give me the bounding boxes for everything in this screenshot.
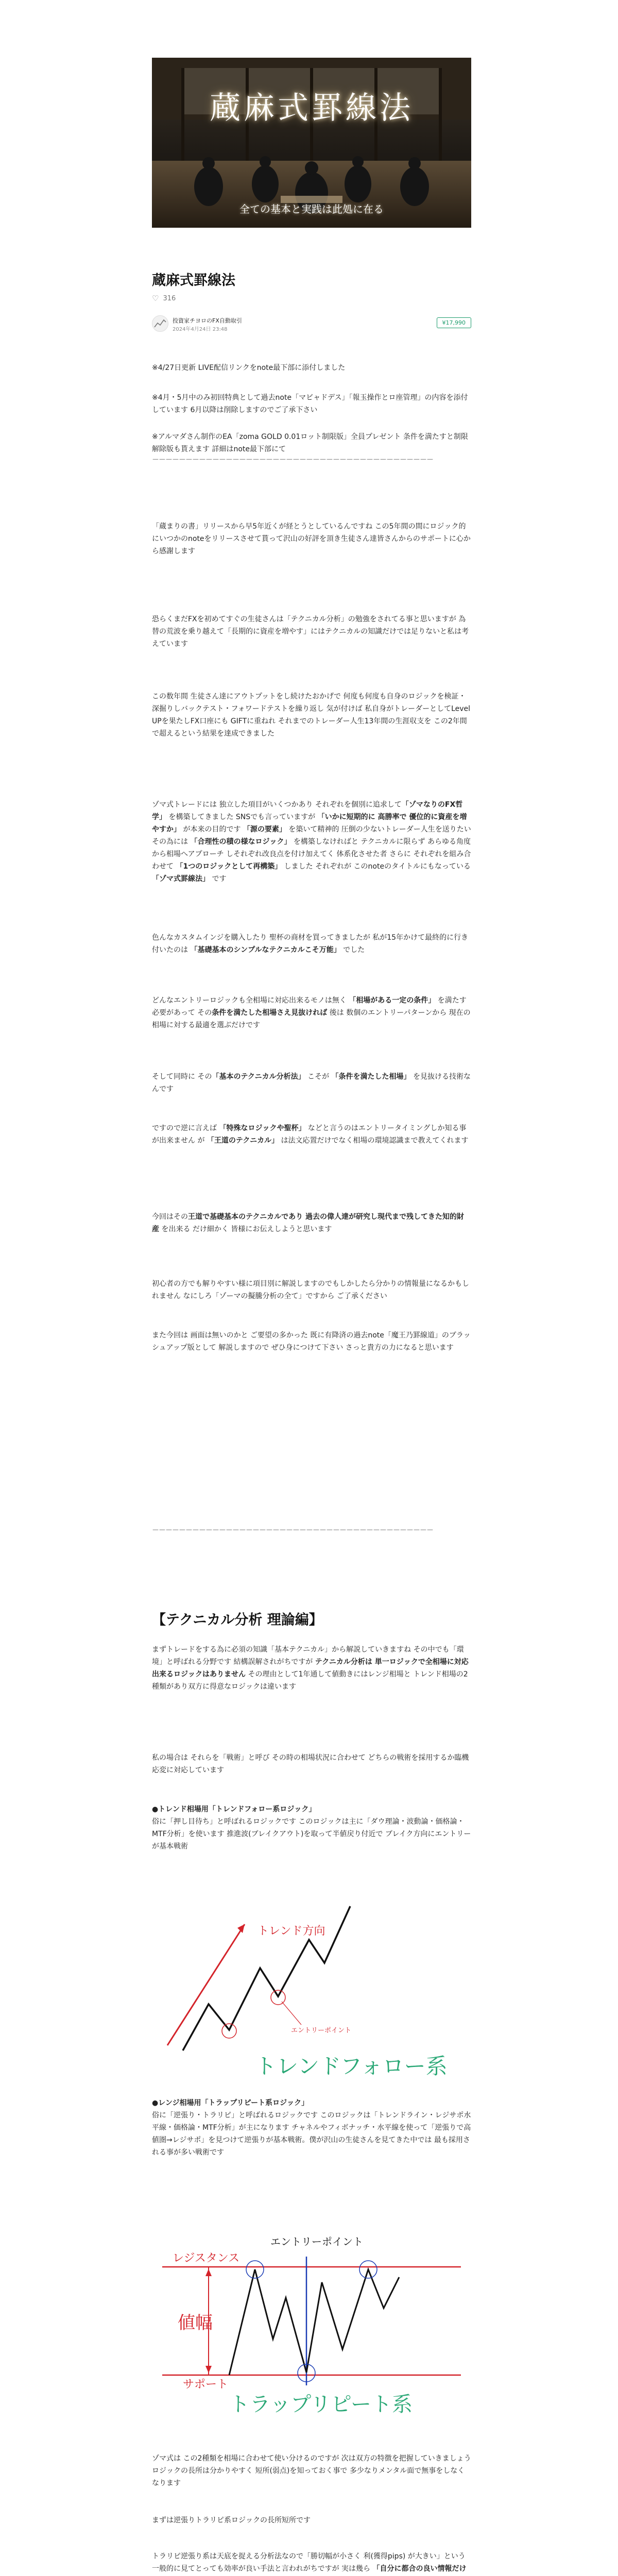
trend-follow-figure xyxy=(152,1896,471,2092)
paragraph: そして同時に その「基本のテクニカル分析法」 こそが 「条件を満たした相場」 を見抜ける技術なんです xyxy=(152,1073,471,1093)
paragraph: 「蔵まりの書」リリースから早5年近くが経とうとしているんですね この5年間の間にロジック的にいつかのnoteをリリースさせて貰って沢山の好評を頂き生徒さん達皆さんからのサポートに心から感謝します xyxy=(152,522,471,555)
trend-follow-diagram xyxy=(152,1896,471,2092)
paragraph: この数年間 生徒さん達にアウトプットをし続けたおかげで 何度も何度も自身のロジックを検証・深掘りしバックテスト・フォワードテストを繰り返し 気が付けば 私自身がトレーダーとしてLevel UPを果たしFX口座にも GIFTに重ねれ それまでのトレーダー人生13年間の生涯収支を この2年間で超えるという結果を達成できました xyxy=(152,692,471,738)
paragraph: 色んなカスタムインジを購入したり 聖杯の商材を買ってきましたが 私が15年かけて最終的に行き付いたのは 「基礎基本のシンプルなテクニカルこそ万能」 でした xyxy=(152,934,469,954)
paragraph: どんなエントリーロジックも全相場に対応出来るモノは無く 「相場がある一定の条件」 を満たす必要があって その条件を満たした相場さえ見抜ければ 後は 数個のエントリーパターンから 現在の相場に対する最適を選ぶだけです xyxy=(152,996,471,1029)
hero-title: 蔵麻式罫線法 xyxy=(210,90,414,126)
range-resistance-label: レジスタンス xyxy=(173,2252,240,2265)
range-trap-figure xyxy=(152,2221,471,2416)
publish-date: 2024年4月24日 23:48 xyxy=(173,327,228,332)
range-entry-label: エントリーポイント xyxy=(270,2235,363,2248)
range-width-label: 値幅 xyxy=(178,2313,213,2333)
like-count: 316 xyxy=(163,294,176,302)
author-row xyxy=(152,315,471,334)
paragraph: まずトレードをする為に必須の知識「基本テクニカル」から解説していきますね その中でも「環境」と呼ばれる分野です 結構誤解されがちですが テクニカル分析は 単一ロジックで全相場に対応出来るロジックはありません その理由として1年通して値動きにはレンジ相場と トレンド相場の2種類があり双方に得意なロジックは違います xyxy=(152,1646,469,1691)
range-support-label: サポート xyxy=(183,2378,229,2391)
avatar[interactable] xyxy=(152,315,168,332)
author-name[interactable]: 投資家チヨロのFX自動取引 xyxy=(173,317,242,324)
paragraph: 恐らくまだFXを初めてすぐの生徒さんは「テクニカル分析」の勉強をされてる事と思いますが 為替の荒波を乗り越えて「長期的に資産を増やす」にはテクニカルの知識だけでは足りないと私は考えています xyxy=(152,615,469,648)
heart-icon[interactable]: ♡ xyxy=(152,294,159,303)
like-area[interactable] xyxy=(152,294,176,303)
paragraph: まずは逆張りトラリピ系ロジックの長所短所です xyxy=(152,2516,311,2524)
range-caption: トラップリピート系 xyxy=(229,2393,413,2416)
paragraph: ●トレンド相場用「トレンドフォロー系ロジック」 俗に「押し目待ち」と呼ばれるロジックです このロジックは主に「ダウ理論・波動論・価格論・MTF分析」を使います 推進波(ブレイクアウト)を取って半値戻り付近で ブレイク方向にエントリーが基本戦術 xyxy=(152,1805,471,1851)
paragraph: ※4/27日更新 LIVE配信リンクをnote最下部に添付しました xyxy=(152,364,346,372)
paragraph: 初心者の方でも解りやすい様に項目別に解説しますのでもしかしたら分かりの情報量になるかもしれません なにしろ「ゾーマの擬騰分析の全て」ですから ご了承ください xyxy=(152,1280,469,1300)
trend-arrow-label: トレンド方向 xyxy=(258,1925,325,1938)
trend-entry-label: エントリーポイント xyxy=(291,2027,352,2035)
paragraph: 今回はその王道で基礎基本のテクニカルであり 過去の偉人達が研究し現代まで残してきた知的財産 を出来る だけ細かく 皆様にお伝えしようと思います xyxy=(152,1213,465,1233)
paragraph: ゾマ式トレードには 独立した項目がいくつかあり それぞれを個別に追求して「ゾマなりのFX哲学」 を構築してきました SNSでも言っていますが 「いかに短期的に 高勝率で 優位的に資産を増やすか」 が本来の目的です 「源の要素」 を築いて精神的 圧倒の少ないトレーダー人生を送りたい その為には 「合理性の積の様なロジック」 を構築しなければと テクニカルに限らず あらゆる角度から相場へアプローチ しそれぞれ改良点を付け加えてく 体系化させた者 さらに それぞれを組み合わせて 「1つのロジックとして再構築」 しました それぞれが このnoteのタイトルにもなっている 「ゾマ式罫線法」 です xyxy=(152,801,471,883)
paragraph: ●レンジ相場用「トラップリピート系ロジック」 俗に「逆張り・トラリピ」と呼ばれるロジックです このロジックは「トレンドライン・レジサポ水平線・価格論・MTF分析」が主になります チャネルやフィボナッチ・水平線を使って「逆張りで高値圏→レジサポ」を見つけて逆張りが基本戦術。僕が沢山の生徒さんを見てきた中では 最も採用される事が多い戦術です xyxy=(152,2099,471,2157)
paragraph: ※4月・5月中のみ初回特典として過去note「マビャドデス」「報玉操作とロ座管理」の内容を添付しています 6月以降は削除しますのでご了承下さい xyxy=(152,394,468,414)
paragraph: ゾマ式は この2種類を相場に合わせて使い分けるのですが 次は双方の特徴を把握していきましょう ロジックの長所は分かりやすく 短所(弱点)を知っておく事で 多少なりメンタル面で無事をしなくなります xyxy=(152,2454,471,2487)
price-badge[interactable]: ¥17,990 xyxy=(437,317,472,328)
paragraph: 私の場合は それらを「戦術」と呼び その時の相場状況に合わせて どちらの戦術を採用するか臨機応変に対応しています xyxy=(152,1754,469,1774)
paragraph: また今回は 画面は無いのかと ご要望の多かった 既に有降済の過去note「魔王乃罫線道」のブラッシュアップ版として 解説しますので ぜひ身につけて下さい さっと貴方の力になると思います xyxy=(152,1331,471,1352)
paragraph: ※アルマダさん制作のEA「zoma GOLD 0.01ロット制限版」全員プレゼント 条件を満たすと制限解除版も貰えます 詳細はnote最下部にて xyxy=(152,433,468,453)
paragraph: トラリピ逆張り系は天底を捉える分析法なので「勝切幅が小さく 利(獲得pips) が大きい」という一般的に見てとっても効率が良い手法と言われがちですが 実は幾ら 「自分に都合の良い情報だけ xyxy=(152,2552,467,2573)
avatar-icon xyxy=(152,316,168,331)
range-trap-diagram xyxy=(152,2221,471,2416)
hero-subtitle: 全ての基本と実践は此処に在る xyxy=(239,203,384,215)
divider: －－－－－－－－－－－－－－－－－－－－－－－－－－－－－－－－－－－－－－－－－－ xyxy=(152,456,433,464)
trend-caption: トレンドフォロー系 xyxy=(255,2054,448,2079)
divider: －－－－－－－－－－－－－－－－－－－－－－－－－－－－－－－－－－－－－－－－－－ xyxy=(152,1527,433,1535)
paragraph: ですので逆に言えば 「特殊なロジックや聖杯」 などと言うのはエントリータイミングしか知る事が出来ません が 「王道のテクニカル」 は法文応置だけでなく相場の環境認識まで教えてくれます xyxy=(152,1124,469,1145)
hero-image xyxy=(152,58,471,228)
article-title: 蔵麻式罫線法 xyxy=(152,273,235,289)
section-heading: 【テクニカル分析 理論編】 xyxy=(152,1612,323,1628)
